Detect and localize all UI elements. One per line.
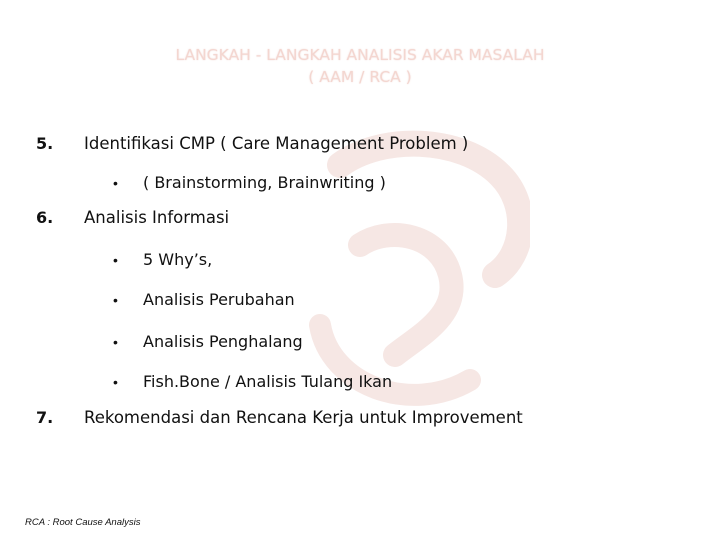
item-heading: Identifikasi CMP ( Care Management Problem ) [84, 134, 469, 153]
item-heading: Analisis Informasi [84, 208, 230, 227]
bullet-marker: • [113, 334, 118, 350]
bullet-text: 5 Why’s, [143, 250, 213, 269]
item-number: 5. [36, 134, 54, 153]
bullet-marker: • [113, 175, 118, 191]
bullet-marker: • [113, 252, 118, 268]
item-number: 6. [36, 208, 54, 227]
slide-title [0, 44, 720, 88]
item-heading: Rekomendasi dan Rencana Kerja untuk Improvement [84, 408, 523, 427]
title-line-1: LANGKAH - LANGKAH ANALISIS AKAR MASALAH [175, 46, 545, 64]
bullet-marker: • [113, 374, 118, 390]
bullet-text: Analisis Penghalang [143, 332, 303, 351]
footnote: RCA : Root Cause Analysis [25, 517, 141, 528]
bullet-text: Analisis Perubahan [143, 290, 295, 309]
bullet-text: ( Brainstorming, Brainwriting ) [143, 173, 386, 192]
bullet-text: Fish.Bone / Analisis Tulang Ikan [143, 372, 393, 391]
item-number: 7. [36, 408, 54, 427]
title-line-2: ( AAM / RCA ) [308, 68, 412, 86]
bullet-marker: • [113, 292, 118, 308]
